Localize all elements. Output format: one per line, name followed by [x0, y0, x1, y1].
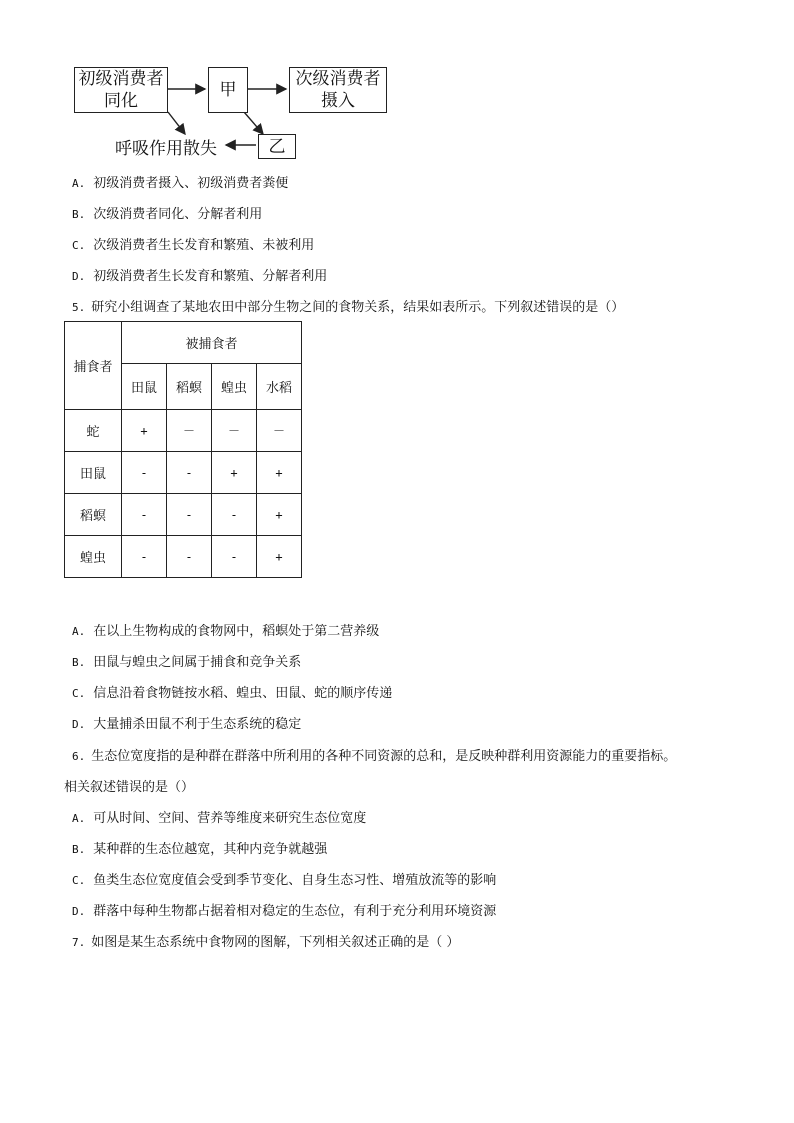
table-cell: - [167, 452, 212, 494]
box-secondary-line1: 次级消费者 [295, 69, 381, 89]
table-row [65, 494, 302, 536]
q5-option-a: A. 在以上生物构成的食物网中，稻螟处于第二营养级 [72, 624, 380, 639]
q7-stem: 7. 如图是某生态系统中食物网的图解，下列相关叙述正确的是（ ） [72, 935, 460, 950]
col-header: 蝗虫 [212, 364, 257, 410]
table-row [65, 536, 302, 578]
food-relation-table [64, 321, 302, 578]
table-cell: － [257, 410, 302, 452]
q4-option-c: C. 次级消费者生长发育和繁殖、未被利用 [72, 238, 315, 253]
table-cell: + [257, 452, 302, 494]
box-primary-line1: 初级消费者 [78, 69, 164, 89]
prey-header: 被捕食者 [122, 322, 302, 364]
box-yi-label: 乙 [268, 136, 286, 157]
table-cell: - [212, 494, 257, 536]
q4-option-b: B. 次级消费者同化、分解者利用 [72, 207, 263, 222]
table-row [65, 452, 302, 494]
table-cell: + [257, 536, 302, 578]
table-cell: - [122, 536, 167, 578]
q6-stem-line2: 相关叙述错误的是（） [64, 780, 195, 795]
table-cell: + [212, 452, 257, 494]
table-cell: - [122, 452, 167, 494]
table-cell: － [167, 410, 212, 452]
table-cell: - [167, 494, 212, 536]
arrow-to-yi [244, 112, 263, 134]
q4-option-a: A. 初级消费者摄入、初级消费者粪便 [72, 176, 289, 191]
q5-option-d: D. 大量捕杀田鼠不利于生态系统的稳定 [72, 717, 302, 732]
row-header: 田鼠 [65, 452, 122, 494]
box-yi [258, 134, 296, 159]
q6-option-d: D. 群落中每种生物都占据着相对稳定的生态位，有利于充分利用环境资源 [72, 904, 497, 919]
table-cell: - [122, 494, 167, 536]
col-header: 田鼠 [122, 364, 167, 410]
predator-header: 捕食者 [65, 322, 122, 410]
box-jia [208, 67, 248, 113]
q5-option-b: B. 田鼠与蝗虫之间属于捕食和竞争关系 [72, 655, 302, 670]
box-primary-line2: 同化 [104, 91, 138, 111]
table-row [65, 410, 302, 452]
col-header: 水稻 [257, 364, 302, 410]
q6-option-c: C. 鱼类生态位宽度值会受到季节变化、自身生态习性、增殖放流等的影响 [72, 873, 497, 888]
respiration-loss-label: 呼吸作用散失 [115, 139, 217, 159]
q6-stem-line1: 6. 生态位宽度指的是种群在群落中所利用的各种不同资源的总和，是反映种群利用资源能力的重要指标。 [72, 749, 677, 764]
col-header: 稻螟 [167, 364, 212, 410]
table-cell: - [167, 536, 212, 578]
q6-option-a: A. 可从时间、空间、营养等维度来研究生态位宽度 [72, 811, 367, 826]
q5-option-c: C. 信息沿着食物链按水稻、蝗虫、田鼠、蛇的顺序传递 [72, 686, 393, 701]
table-cell: + [122, 410, 167, 452]
table-cell: - [212, 536, 257, 578]
box-secondary-line2: 摄入 [321, 91, 355, 111]
row-header: 蝗虫 [65, 536, 122, 578]
table-cell: － [212, 410, 257, 452]
q5-stem: 5. 研究小组调查了某地农田中部分生物之间的食物关系，结果如表所示。下列叙述错误的是（） [72, 300, 625, 315]
arrow-to-respiration [168, 112, 185, 134]
row-header: 蛇 [65, 410, 122, 452]
box-jia-label: 甲 [219, 80, 237, 100]
q6-option-b: B. 某种群的生态位越宽，其种内竞争就越强 [72, 842, 328, 857]
energy-flow-diagram [60, 62, 400, 167]
box-primary-consumer-assimilation [74, 67, 168, 113]
table-cell: + [257, 494, 302, 536]
row-header: 稻螟 [65, 494, 122, 536]
box-secondary-consumer-intake [289, 67, 387, 113]
q4-option-d: D. 初级消费者生长发育和繁殖、分解者利用 [72, 269, 328, 284]
